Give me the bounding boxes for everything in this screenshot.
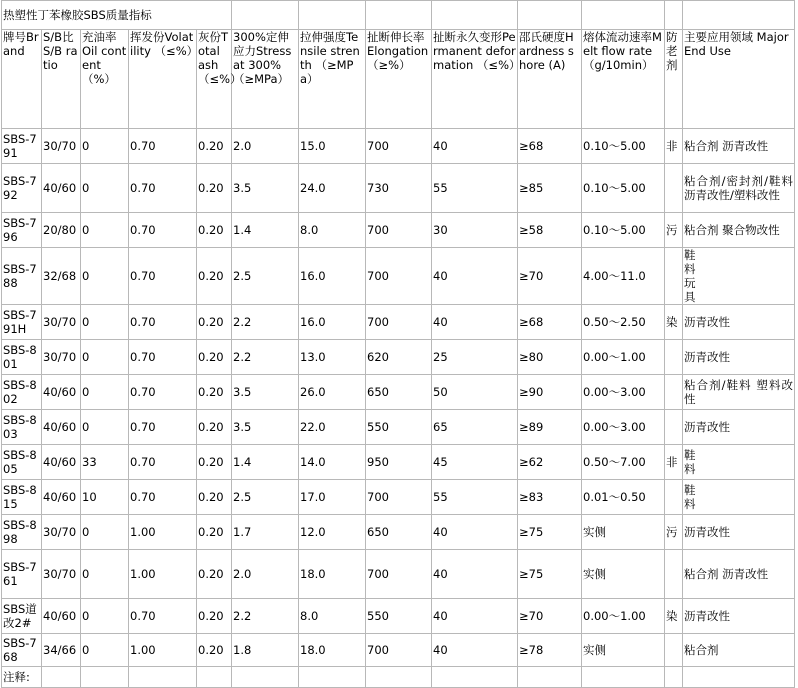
cell-elongation: 950 [366,445,432,480]
cell-elongation: 650 [366,515,432,550]
cell-hardness: ≥83 [518,480,582,515]
empty-cell [518,667,582,688]
cell-ratio: 40/60 [42,410,81,445]
cell-deformation: 40 [432,634,518,667]
cell-stress: 1.7 [232,515,299,550]
cell-stress: 2.2 [232,305,299,340]
empty-cell [232,1,299,30]
header-tensile: 拉伸强度Tensile strenth （≥MPa） [299,30,366,129]
cell-end-use: 粘合剂 聚合物改性 [683,213,795,248]
cell-melt-flow: 0.00～3.00 [582,410,665,445]
sbs-quality-table [1,0,795,688]
cell-stress: 2.0 [232,550,299,599]
cell-oil: 0 [81,305,129,340]
cell-melt-flow: 0.50～2.50 [582,305,665,340]
cell-ash: 0.20 [197,550,232,599]
empty-cell [232,667,299,688]
cell-volatility: 1.00 [129,550,197,599]
cell-oil: 10 [81,480,129,515]
cell-elongation: 700 [366,213,432,248]
cell-deformation: 25 [432,340,518,375]
empty-cell [582,667,665,688]
cell-tensile: 18.0 [299,634,366,667]
cell-tensile: 15.0 [299,129,366,164]
cell-elongation: 700 [366,305,432,340]
table-row [2,410,795,445]
table-row [2,550,795,599]
cell-ratio: 20/80 [42,213,81,248]
table-row [2,634,795,667]
cell-volatility: 0.70 [129,129,197,164]
cell-oil: 33 [81,445,129,480]
cell-oil: 0 [81,550,129,599]
end-use-text: 鞋料玩具 [684,248,696,304]
cell-ash: 0.20 [197,248,232,305]
cell-hardness: ≥89 [518,410,582,445]
table-row [2,375,795,410]
cell-ash: 0.20 [197,599,232,634]
cell-stress: 3.5 [232,410,299,445]
cell-stress: 2.0 [232,129,299,164]
cell-tensile: 24.0 [299,164,366,213]
note-row [2,667,795,688]
header-elongation: 扯断伸长率Elongation （≥%） [366,30,432,129]
table-row [2,248,795,305]
cell-brand: SBS-802 [2,375,42,410]
cell-ratio: 40/60 [42,445,81,480]
cell-antioxidant: 污 [665,213,683,248]
table-row [2,480,795,515]
cell-antioxidant: 污 [665,515,683,550]
cell-brand: SBS道改2# [2,599,42,634]
cell-stress: 3.5 [232,164,299,213]
table-row [2,599,795,634]
cell-oil: 0 [81,129,129,164]
cell-volatility: 1.00 [129,634,197,667]
table-row [2,164,795,213]
table-row [2,129,795,164]
cell-stress: 2.5 [232,480,299,515]
cell-ash: 0.20 [197,340,232,375]
cell-hardness: ≥78 [518,634,582,667]
cell-ash: 0.20 [197,375,232,410]
table-row [2,340,795,375]
empty-cell [81,667,129,688]
empty-cell [432,1,518,30]
cell-ratio: 34/66 [42,634,81,667]
cell-elongation: 700 [366,248,432,305]
cell-deformation: 30 [432,213,518,248]
cell-volatility: 0.70 [129,445,197,480]
cell-ratio: 40/60 [42,480,81,515]
cell-melt-flow: 0.10～5.00 [582,129,665,164]
cell-stress: 1.4 [232,445,299,480]
cell-brand: SBS-805 [2,445,42,480]
cell-tensile: 26.0 [299,375,366,410]
cell-end-use [683,480,795,515]
cell-end-use: 粘合剂/密封剂/鞋料 沥青改性/塑料改性 [683,164,795,213]
cell-oil: 0 [81,248,129,305]
cell-deformation: 50 [432,375,518,410]
header-row [2,30,795,129]
cell-elongation: 700 [366,550,432,599]
empty-cell [665,1,683,30]
cell-brand: SBS-792 [2,164,42,213]
cell-deformation: 55 [432,164,518,213]
cell-melt-flow: 4.00～11.0 [582,248,665,305]
cell-deformation: 40 [432,599,518,634]
cell-ash: 0.20 [197,164,232,213]
cell-hardness: ≥58 [518,213,582,248]
cell-brand: SBS-801 [2,340,42,375]
cell-end-use [683,248,795,305]
cell-stress: 3.5 [232,375,299,410]
cell-end-use: 沥青改性 [683,305,795,340]
cell-ash: 0.20 [197,410,232,445]
cell-volatility: 0.70 [129,375,197,410]
cell-stress: 1.8 [232,634,299,667]
cell-antioxidant [665,340,683,375]
cell-hardness: ≥62 [518,445,582,480]
cell-oil: 0 [81,599,129,634]
cell-end-use: 粘合剂 沥青改性 [683,550,795,599]
cell-hardness: ≥85 [518,164,582,213]
cell-brand: SBS-803 [2,410,42,445]
cell-antioxidant [665,634,683,667]
cell-melt-flow: 0.10～5.00 [582,213,665,248]
cell-deformation: 65 [432,410,518,445]
cell-oil: 0 [81,410,129,445]
table-row [2,515,795,550]
table-row [2,305,795,340]
cell-oil: 0 [81,340,129,375]
cell-deformation: 45 [432,445,518,480]
table-title: 热塑性丁苯橡胶SBS质量指标 [2,1,232,30]
cell-ratio: 30/70 [42,305,81,340]
cell-deformation: 40 [432,515,518,550]
cell-deformation: 40 [432,248,518,305]
cell-ash: 0.20 [197,445,232,480]
header-antioxidant: 防老剂 [665,30,683,129]
empty-cell [665,667,683,688]
cell-deformation: 55 [432,480,518,515]
cell-antioxidant: 非 [665,445,683,480]
header-hardness: 邵氏硬度Hardness shore (A) [518,30,582,129]
title-row [2,1,795,30]
cell-melt-flow: 实侧 [582,515,665,550]
cell-volatility: 0.70 [129,248,197,305]
cell-ash: 0.20 [197,515,232,550]
cell-antioxidant [665,164,683,213]
cell-stress: 2.5 [232,248,299,305]
cell-ratio: 40/60 [42,599,81,634]
cell-melt-flow: 0.01～0.50 [582,480,665,515]
cell-tensile: 12.0 [299,515,366,550]
cell-volatility: 1.00 [129,515,197,550]
header-melt-flow: 熔体流动速率Melt flow rate （g/10min） [582,30,665,129]
cell-tensile: 13.0 [299,340,366,375]
cell-ratio: 30/70 [42,129,81,164]
header-permanent-deformation: 扯断永久变形Permanent deformation （≤%） [432,30,518,129]
cell-volatility: 0.70 [129,213,197,248]
cell-oil: 0 [81,164,129,213]
cell-tensile: 22.0 [299,410,366,445]
cell-hardness: ≥70 [518,599,582,634]
cell-end-use: 粘合剂 [683,634,795,667]
cell-ash: 0.20 [197,305,232,340]
cell-oil: 0 [81,515,129,550]
cell-antioxidant: 非 [665,129,683,164]
cell-elongation: 550 [366,410,432,445]
cell-brand: SBS-761 [2,550,42,599]
cell-hardness: ≥70 [518,248,582,305]
cell-melt-flow: 0.00～1.00 [582,599,665,634]
cell-stress: 2.2 [232,340,299,375]
empty-cell [197,667,232,688]
cell-melt-flow: 0.00～3.00 [582,375,665,410]
cell-tensile: 16.0 [299,305,366,340]
cell-ash: 0.20 [197,634,232,667]
cell-ash: 0.20 [197,213,232,248]
empty-cell [518,1,582,30]
cell-volatility: 0.70 [129,340,197,375]
cell-ratio: 30/70 [42,515,81,550]
cell-elongation: 730 [366,164,432,213]
empty-cell [683,1,795,30]
cell-brand: SBS-898 [2,515,42,550]
table-row [2,213,795,248]
cell-elongation: 550 [366,599,432,634]
cell-volatility: 0.70 [129,599,197,634]
cell-hardness: ≥68 [518,129,582,164]
cell-tensile: 17.0 [299,480,366,515]
cell-volatility: 0.70 [129,410,197,445]
cell-stress: 1.4 [232,213,299,248]
header-stress-300: 300%定伸应力Stress at 300%（≥MPa） [232,30,299,129]
cell-hardness: ≥80 [518,340,582,375]
cell-melt-flow: 实侧 [582,550,665,599]
cell-antioxidant: 染 [665,599,683,634]
cell-volatility: 0.70 [129,164,197,213]
header-brand: 牌号Brand [2,30,42,129]
cell-hardness: ≥75 [518,550,582,599]
empty-cell [299,1,366,30]
cell-end-use: 沥青改性 [683,515,795,550]
cell-melt-flow: 0.50～7.00 [582,445,665,480]
cell-ratio: 40/60 [42,375,81,410]
header-major-end-use: 主要应用领域 Major End Use [683,30,795,129]
empty-cell [129,667,197,688]
header-sb-ratio: S/B比 S/B ratio [42,30,81,129]
cell-hardness: ≥68 [518,305,582,340]
cell-hardness: ≥90 [518,375,582,410]
cell-antioxidant [665,248,683,305]
cell-tensile: 14.0 [299,445,366,480]
cell-tensile: 16.0 [299,248,366,305]
cell-antioxidant: 染 [665,305,683,340]
cell-brand: SBS-791H [2,305,42,340]
cell-stress: 2.2 [232,599,299,634]
cell-tensile: 8.0 [299,213,366,248]
end-use-text: 鞋料 [684,448,696,476]
cell-melt-flow: 0.00～1.00 [582,340,665,375]
empty-cell [582,1,665,30]
cell-hardness: ≥75 [518,515,582,550]
empty-cell [432,667,518,688]
header-volatility: 挥发份Volatility （≤%） [129,30,197,129]
cell-end-use: 粘合剂/鞋料 塑料改性 [683,375,795,410]
cell-ratio: 40/60 [42,164,81,213]
cell-brand: SBS-796 [2,213,42,248]
end-use-text: 鞋料 [684,483,696,511]
note-label: 注释: [2,667,42,688]
cell-end-use [683,445,795,480]
cell-tensile: 18.0 [299,550,366,599]
cell-melt-flow: 0.10～5.00 [582,164,665,213]
cell-elongation: 650 [366,375,432,410]
empty-cell [42,667,81,688]
header-oil-content: 充油率 Oil content （%） [81,30,129,129]
cell-volatility: 0.70 [129,305,197,340]
cell-antioxidant [665,550,683,599]
cell-deformation: 40 [432,129,518,164]
empty-cell [299,667,366,688]
cell-end-use: 沥青改性 [683,410,795,445]
cell-brand: SBS-791 [2,129,42,164]
cell-brand: SBS-788 [2,248,42,305]
cell-tensile: 8.0 [299,599,366,634]
cell-brand: SBS-768 [2,634,42,667]
header-total-ash: 灰份Total ash （≤%） [197,30,232,129]
cell-ratio: 30/70 [42,550,81,599]
cell-ratio: 32/68 [42,248,81,305]
cell-ash: 0.20 [197,480,232,515]
cell-deformation: 40 [432,305,518,340]
empty-cell [683,667,795,688]
empty-cell [366,1,432,30]
cell-elongation: 700 [366,634,432,667]
cell-end-use: 粘合剂 沥青改性 [683,129,795,164]
cell-ash: 0.20 [197,129,232,164]
cell-deformation: 40 [432,550,518,599]
cell-oil: 0 [81,634,129,667]
cell-antioxidant [665,480,683,515]
cell-elongation: 700 [366,129,432,164]
cell-elongation: 620 [366,340,432,375]
cell-brand: SBS-815 [2,480,42,515]
cell-ratio: 30/70 [42,340,81,375]
cell-end-use: 沥青改性 [683,599,795,634]
cell-antioxidant [665,410,683,445]
cell-elongation: 700 [366,480,432,515]
cell-oil: 0 [81,375,129,410]
empty-cell [366,667,432,688]
cell-oil: 0 [81,213,129,248]
cell-volatility: 0.70 [129,480,197,515]
cell-antioxidant [665,375,683,410]
cell-melt-flow: 实侧 [582,634,665,667]
cell-end-use: 沥青改性 [683,340,795,375]
table-row [2,445,795,480]
